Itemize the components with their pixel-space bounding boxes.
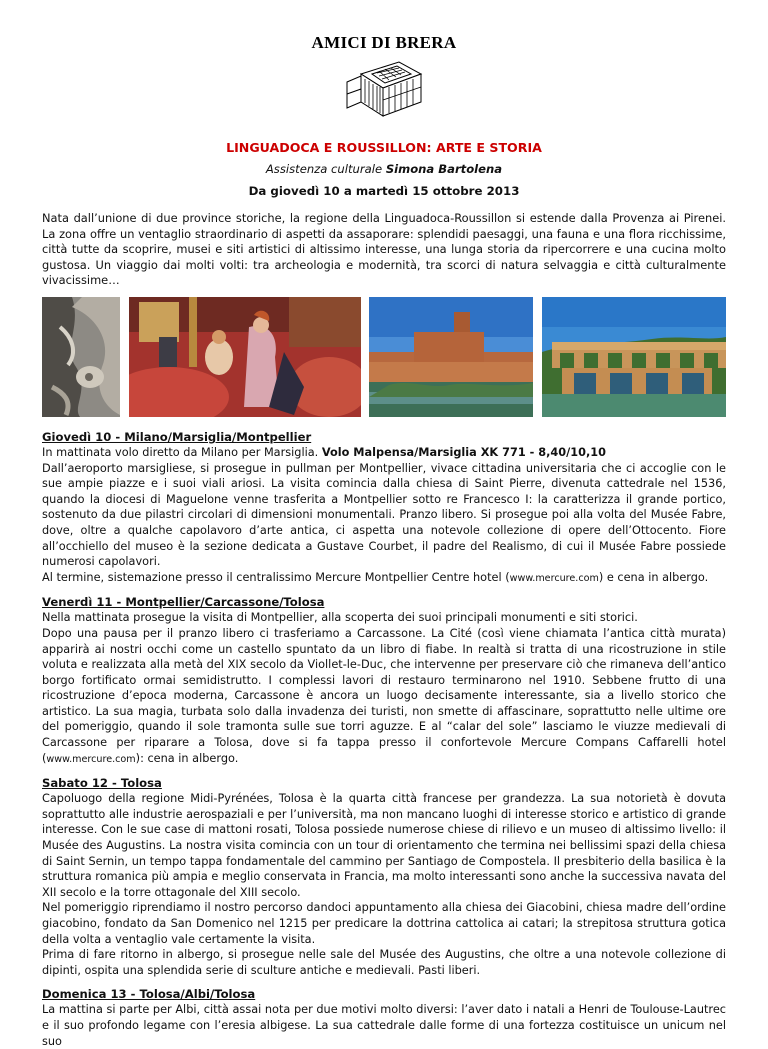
hotel-url: www.mercure.com xyxy=(509,572,599,584)
trip-dates: Da giovedì 10 a martedì 15 ottobre 2013 xyxy=(248,184,520,198)
day-text xyxy=(42,445,726,586)
page-title: LINGUADOCA E ROUSSILLON: ARTE E STORIA xyxy=(226,140,542,155)
painting-photo xyxy=(129,297,361,417)
hotel-url: www.mercure.com xyxy=(46,753,136,765)
day-paragraph: ) e cena in albergo. xyxy=(598,570,709,584)
day-text xyxy=(42,610,726,767)
assistance-line xyxy=(42,162,726,176)
day-paragraph: Nella mattinata prosegue la visita di Montpellier, alla scoperta dei suoi principali monumenti e siti storici. xyxy=(42,611,638,625)
day-title: Venerdì 11 - Montpellier/Carcassone/Tolosa xyxy=(42,595,325,610)
day-paragraph: Al termine, sistemazione presso il centralissimo Mercure Montpellier Centre hotel ( xyxy=(42,570,510,584)
photo-strip xyxy=(42,297,726,417)
albi-cathedral-photo xyxy=(369,297,533,417)
intro-paragraph: Nata dall’unione di due province storiche, la regione della Linguadoca-Roussillon si estende dalla Provenza ai Pirenei. La zona offre un ventaglio straordinario di aspetti da assaporare: splendidi paesaggi, una fauna e una flora ricchissime, città tutte da scoprire, musei e siti artistici di altissimo interesse, una lunga storia da ripercorrere e una cucina molto gustosa. Un viaggio dai molti volti: tra archeologia e modernità, tra scorci di natura selvaggia e città culturalmente vivacissime… xyxy=(42,211,726,288)
day-title: Domenica 13 - Tolosa/Albi/Tolosa xyxy=(42,987,256,1002)
day-section-saturday xyxy=(42,775,726,978)
day-title: Sabato 12 - Tolosa xyxy=(42,776,162,791)
day-paragraph: Prima di fare ritorno in albergo, si prosegue nelle sale del Musée des Augustins, che oltre a una notevole collezione di dipinti, ospita una splendida serie di sculture antiche e medievali. Pasti liberi. xyxy=(42,948,726,977)
masthead xyxy=(42,33,726,124)
flight-info: Volo Malpensa/Marsiglia XK 771 - 8,40/10,10 xyxy=(321,445,606,459)
day-paragraph: Capoluogo della regione Midi-Pyrénées, Tolosa è la quarta città francese per grandezza. La sua notorietà è dovuta soprattutto alle industrie aerospaziali e per l’università, ma non mancano luoghi di interesse storico e artistico di grande interesse. Con le sue case di mattoni rosati, Tolosa possiede numerose chiese di rilievo e un museo di altissimo livello: il Musée des Augustins. La nostra visita comincia con un tour di orientamento che termina nei bellissimi spazi della chiesa di Saint Sernin, un tempo tappa fondamentale del cammino per Santiago de Compostela. Il presbiterio della basilica è la struttura romanica più ampia e meglio conservata in Francia, ma molto interessanti sono anche la successiva navata del XII secolo e la torre ottagonale del XIII secolo. xyxy=(42,792,726,899)
day-section-friday xyxy=(42,594,726,767)
brand-name: AMICI DI BRERA xyxy=(311,33,457,52)
sculpture-photo xyxy=(42,297,120,417)
day-section-sunday xyxy=(42,986,726,1049)
day-paragraph: ): cena in albergo. xyxy=(135,751,239,765)
day-section-thursday xyxy=(42,429,726,586)
day-paragraph: Dopo una pausa per il pranzo libero ci trasferiamo a Carcassone. La Cité (così viene chiamata l’antica città murata) apparirà ai nostri occhi come un castello spuntato da un libro di fiabe. In realtà si tratta di una ricostruzione in stile voluta e realizzata alla metà del XIX secolo da Viollet-le-Duc, che intervenne per preservare ciò che rimaneva dell’antico borgo fortificato ormai semidistrutto. I complessi lavori di restauro terminarono nel 1910. Sebbene frutto di una ricostruzione d’epoca moderna, Carcassone è ancora un luogo decisamente interessante, sia a livello storico che artistico. La sua magia, turbata solo dalla invadenza dei turisti, non smette di affascinare, soprattutto nelle ultime ore del pomeriggio, quando il sole tramonta sulle sue torri aguzze. E al “calar del sole” lasciamo le viuzze medievali di Carcassone per riparare a Tolosa, dove si fa tappa presso il confortevole Mercure Compans Caffarelli hotel ( xyxy=(42,626,726,765)
day-paragraph: In mattinata volo diretto da Milano per Marsiglia. xyxy=(42,445,322,459)
day-paragraph: Nel pomeriggio riprendiamo il nostro percorso dandoci appuntamento alla chiesa dei Giacobini, chiesa madre dell’ordine giacobino, fondato da San Domenico nel 1215 per predicare la dottrina cattolica ai catari; la strepitosa struttura gotica della volta a ventaglio vale certamente la visita. xyxy=(42,901,726,946)
building-logo-icon xyxy=(339,56,429,124)
assistance-name: Simona Bartolena xyxy=(385,162,503,176)
day-paragraph: Dall’aeroporto marsigliese, si prosegue in pullman per Montpellier, vivace cittadina universitaria che ci accoglie con le sue ampie piazze e i suoi viali ariosi. La visita comincia dalla chiesa di Saint Pierre, divenuta cattedrale nel 1536, quando la diocesi di Maguelone venne trasferita a Montpellier sotto re Francesco I: la caratterizza il grande portico, sostenuto da due pilastri circolari di dimensioni monumentali. Pranzo libero. Si prosegue poi alla volta del Musée Fabre, dove, oltre a qualche capolavoro d’arte antica, ci aspetta una notevole collezione di opere dell’Ottocento. Fiore all’occhiello del museo è la sezione dedicata a Gustave Courbet, il padre del Realismo, di cui il Musée Fabre possiede numerosi capolavori. xyxy=(42,461,726,569)
assistance-label: Assistenza culturale xyxy=(265,162,386,176)
document-page xyxy=(42,0,726,1049)
day-title: Giovedì 10 - Milano/Marsiglia/Montpellier xyxy=(42,429,312,444)
pont-du-gard-photo xyxy=(542,297,726,417)
day-paragraph: La mattina si parte per Albi, città assai nota per due motivi molto diversi: l’aver dato i natali a Henri de Toulouse-Lautrec e il suo profondo legame con l’eresia albigese. La sua cattedrale dalle forme di una fortezza costituisce un unicum nel suo xyxy=(42,1003,726,1048)
day-text xyxy=(42,1002,726,1049)
day-text xyxy=(42,791,726,978)
